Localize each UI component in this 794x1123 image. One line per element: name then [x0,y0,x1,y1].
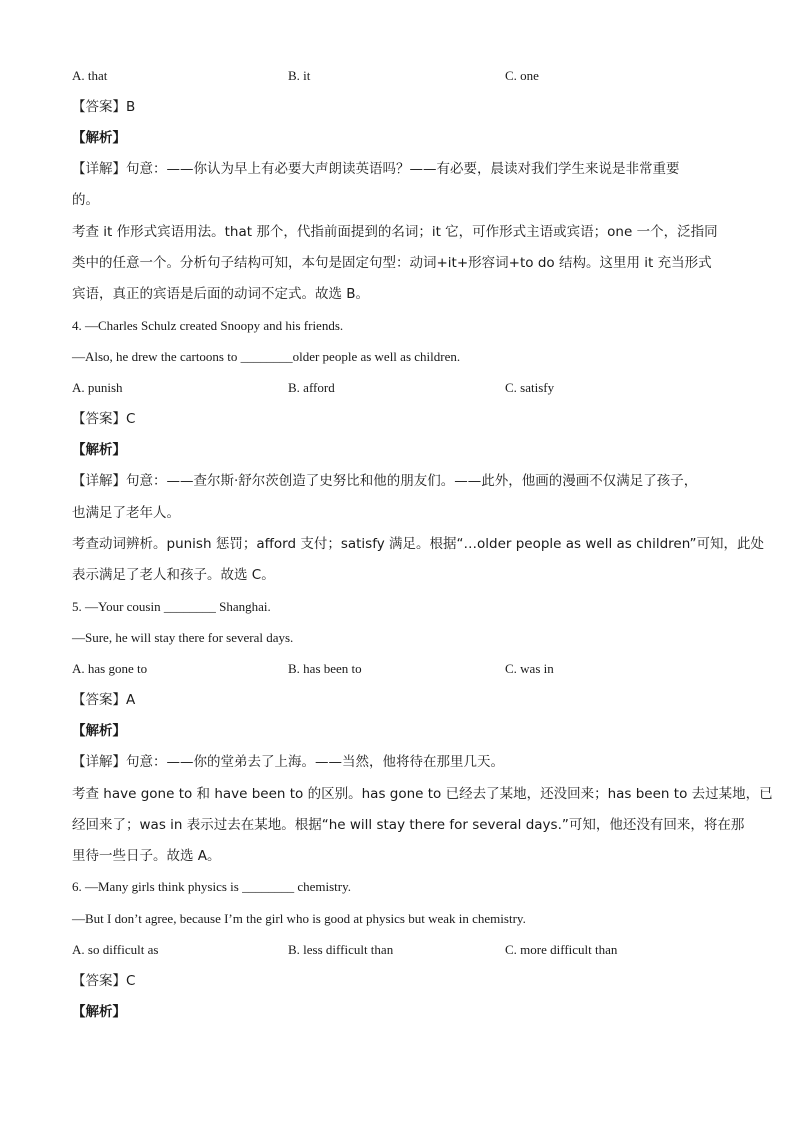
q5-analysis-heading: 【解析】 [72,723,126,739]
q5-detail-line-1: 【详解】句意：——你的堂弟去了上海。——当然，他将待在那里几天。 [72,754,504,770]
q4-option-c: C. satisfy [505,380,555,395]
q4-detail-line-2: 也满足了老年人。 [72,505,180,521]
q3-option-c: C. one [505,68,539,83]
q6-option-c: C. more difficult than [505,942,618,957]
q5-stem-reply: —Sure, he will stay there for several days. [72,630,294,645]
q6-option-a: A. so difficult as [72,942,159,957]
q6-option-b: B. less difficult than [288,942,394,957]
q4-explain-line-2: 表示满足了老人和孩子。故选 C。 [72,567,275,583]
q5-explain-line-2: 经回来了；was in 表示过去在某地。根据“he will stay there for several days.”可知，他还没有回来，将在那 [72,817,745,833]
q3-option-a: A. that [72,68,108,83]
q3-detail-line-1: 【详解】句意：——你认为早上有必要大声朗读英语吗？——有必要，晨读对我们学生来说是非常重要 [72,161,680,177]
q3-answer: 【答案】B [72,99,136,115]
q4-option-a: A. punish [72,380,123,395]
q4-explain-line-1: 考查动词辨析。punish 惩罚；afford 支付；satisfy 满足。根据“…older people as well as children”可知，此处 [72,536,765,552]
q4-stem-reply: —Also, he drew the cartoons to ________older people as well as children. [72,349,461,364]
q3-explain-line-1: 考查 it 作形式宾语用法。that 那个，代指前面提到的名词；it 它，可作形式主语或宾语；one 一个，泛指同 [72,224,718,240]
q5-option-c: C. was in [505,661,554,676]
q6-stem-reply: —But I don’t agree, because I’m the girl who is good at physics but weak in chemistry. [72,911,526,926]
q6-stem: 6. —Many girls think physics is ________ chemistry. [72,879,352,894]
q3-analysis-heading: 【解析】 [72,130,126,146]
q3-explain-line-2: 类中的任意一个。分析句子结构可知，本句是固定句型：动词+it+形容词+to do 结构。这里用 it 充当形式 [72,255,712,271]
q6-answer: 【答案】C [72,973,136,989]
q5-stem: 5. —Your cousin ________ Shanghai. [72,599,271,614]
q4-stem: 4. —Charles Schulz created Snoopy and his friends. [72,318,344,333]
q4-analysis-heading: 【解析】 [72,442,126,458]
q5-option-a: A. has gone to [72,661,148,676]
q5-explain-line-1: 考查 have gone to 和 have been to 的区别。has gone to 已经去了某地，还没回来；has been to 去过某地，已 [72,786,773,802]
q3-option-b: B. it [288,68,311,83]
q5-explain-line-3: 里待一些日子。故选 A。 [72,848,221,864]
q5-answer: 【答案】A [72,692,136,708]
q4-option-b: B. afford [288,380,335,395]
q6-analysis-heading: 【解析】 [72,1004,126,1020]
q5-option-b: B. has been to [288,661,362,676]
q3-explain-line-3: 宾语，真正的宾语是后面的动词不定式。故选 B。 [72,286,370,302]
q4-answer: 【答案】C [72,411,136,427]
q3-detail-line-2: 的。 [72,192,99,208]
q4-detail-line-1: 【详解】句意：——查尔斯·舒尔茨创造了史努比和他的朋友们。——此外，他画的漫画不仅满足了孩子， [72,473,698,489]
